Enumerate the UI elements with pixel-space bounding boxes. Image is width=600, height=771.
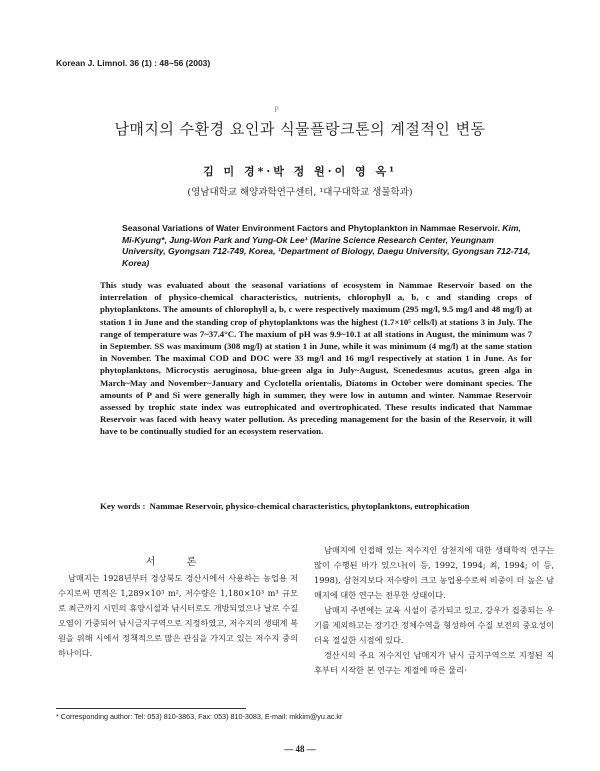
corresponding-author-footnote: * Corresponding author: Tel: 053) 810-3863, Fax: 053) 810-3083, E-mail: mkkim@yu.ac.kr — [56, 712, 343, 721]
keywords — [100, 500, 532, 512]
journal-citation: Korean J. Limnol. 36 (1) : 48~56 (2003) — [56, 58, 211, 68]
authors: 김 미 경*·박 정 원·이 영 옥¹ — [203, 165, 397, 178]
english-title: Seasonal Variations of Water Environment Factors and Phytoplankton in Nammae Reservoir. — [122, 223, 500, 233]
body-paragraph: 남매지에 인접해 있는 저수지인 삼천지에 대한 생태학적 연구는 많이 수행된 바가 있으나(이 등, 1992, 1994; 최, 1994; 이 등, 1998), 삼천지보다 저수량이 크고 농업용수로써 비중이 더 높은 남매지에 대한 연구는 전무한 상태이다. — [314, 545, 554, 600]
body-paragraph: 경산시의 주요 저수지인 남매지가 낚시 금지구역으로 지정된 직후부터 시작한 본 연구는 계절에 따른 물리· — [314, 650, 554, 675]
body-column-right — [314, 543, 554, 678]
english-authors-affiliation: Kim, Mi-Kyung*, Jung-Won Park and Yung-Ok Lee¹ (Marine Science Research Center, Yeungnam University, Gyongsan 712-749, Korea, ¹Department of Biology, Daegu University, Gyongsan 712-714, Korea) — [122, 223, 531, 268]
body-paragraph: 남매지 주변에는 교육 시설이 증가되고 있고, 강우가 집중되는 우기를 제외하고는 장기간 정체수역을 형성하여 수질 보전의 중요성이 더욱 절실한 시점에 있다. — [314, 605, 554, 645]
paper-title: 남매지의 수환경 요인과 식물플랑크톤의 계절적인 변동 — [114, 120, 486, 138]
section-heading-introduction: 서 론 — [145, 557, 211, 568]
body-paragraph: 남매지는 1928년부터 경상북도 경산시에서 사용하는 농업용 저수지로써 면적은 1,289×10³ m², 저수량은 1,180×10³ m³ 규모로 최근까지 시민의 휴양시설과 낚시터로도 개방되었으나 날로 수질오염이 가중되어 낚시금지구역으로 지정하였고, 저수지의 생태계 복원을 위해 시에서 정책적으로 많은 관심을 가지고 있는 저수지 중의 하나이다. — [58, 573, 298, 658]
scan-mark: P — [274, 106, 279, 114]
body-column-left — [58, 571, 298, 661]
english-title-block — [122, 223, 532, 269]
affiliation: (영남대학교 해양과학연구센터, ¹대구대학교 생물학과) — [187, 187, 413, 198]
keywords-text: Nammae Reservoir, physico-chemical characteristics, phytoplanktons, eutrophication — [149, 501, 470, 511]
keywords-label: Key words : — [100, 501, 146, 511]
page-number: — 48 — — [284, 744, 316, 754]
abstract: This study was evaluated about the seasonal variations of ecosystem in Nammae Reservoir based on the interrelation of physico-chemical characteristics, nutrients, chlorophyll a, b, c and standing crops of phytoplanktons. The amounts of chlorophyll a, b, c were respectively maximum (295 mg/l, 9.5 mg/l and 48 mg/l) at station 1 in June and the standing crop of phytoplanktons was the highest (1.7×10⁵ cells/l) at stations 3 in July. The range of temperature was 7~37.4°C. The maxium of pH was 9.9~10.1 at all stations in August, the minimum was 7 in September. SS was maximum (308 mg/l) at station 1 in June, while it was minimum (4 mg/l) at the same station in November. The maximal COD and DOC were 33 mg/l and 16 mg/l respectively at station 1 in June. As for phytoplanktons, Microcystis aeruginosa, blue-green alga in July~August, Scenedesmus acutus, green alga in March~May and November~January and Cyclotella orientalis, Diatoms in October were dominant species. The amounts of P and Si were generally high in summer, they were low in autumn and winter. Nammae Reservoir assessed by trophic state index was eutrophicated and overtrophicated. These results indicated that Nammae Reservoir was faced with heavy water pollution. As preceding management for the basin of the Reservoir, it will have to be continually studied for an ecosystem reservation. — [100, 280, 532, 437]
footnote-divider — [56, 708, 246, 709]
